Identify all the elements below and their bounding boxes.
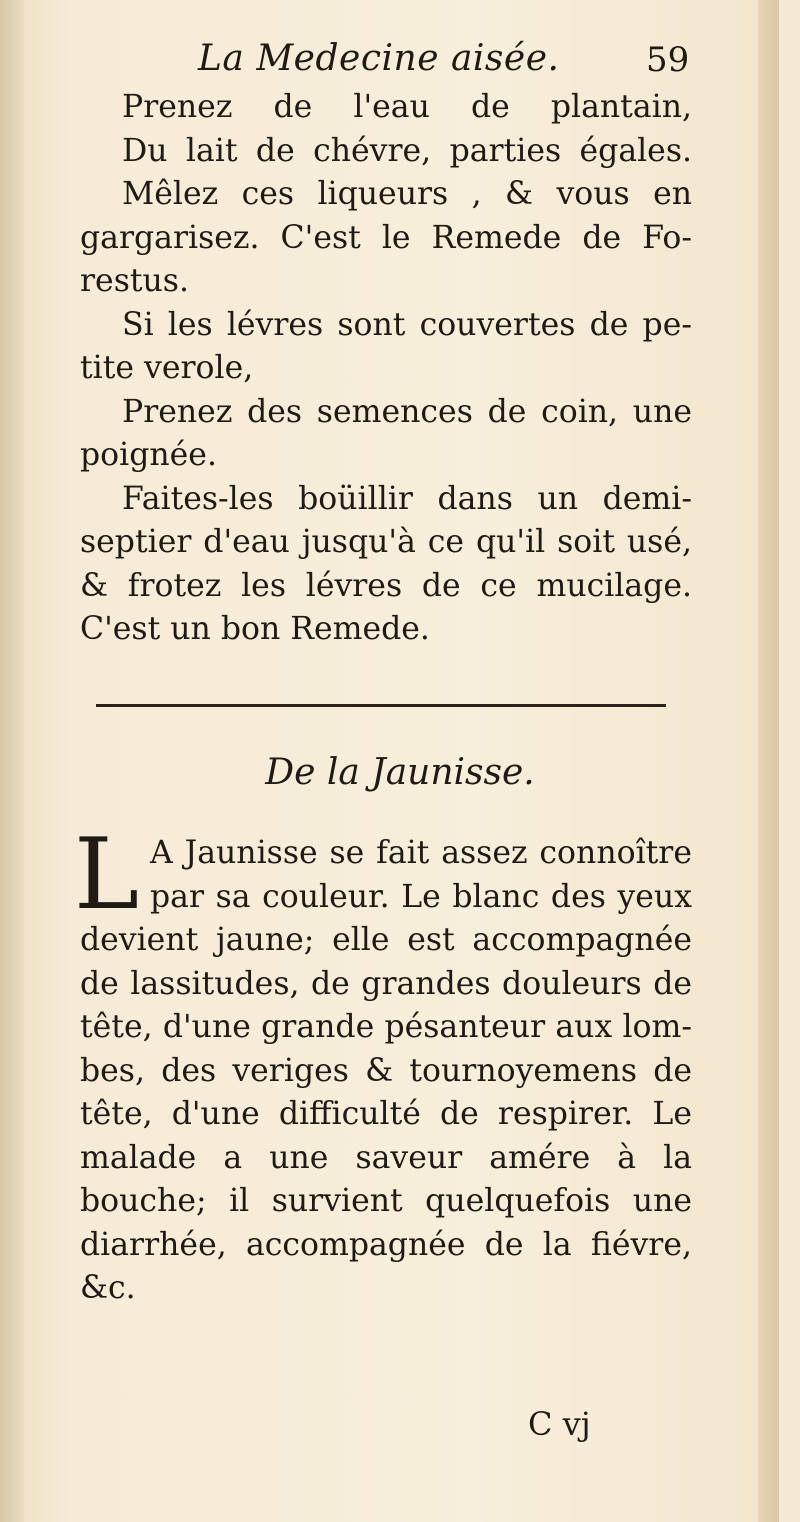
text-line: Prenez des semences de coin, une — [122, 393, 692, 430]
text-line: Mêlez ces liqueurs , & vous en — [122, 176, 692, 212]
text-line: tête, d'une difficulté de respirer. Le — [80, 1096, 692, 1132]
text-line: devient jaune; elle est accompagnée — [80, 922, 692, 958]
text-line: tête, d'une grande pésanteur aux lom- — [80, 1009, 692, 1045]
section-heading: De la Jaunisse. — [265, 752, 535, 793]
text-line: Si les lévres sont couvertes de pe- — [122, 306, 692, 343]
text-line: malade a une saveur amére à la — [80, 1139, 692, 1176]
page-number: 59 — [646, 40, 690, 80]
text-line: bouche; il survient quelquefois une — [80, 1183, 692, 1219]
text-line: C'est un bon Remede. — [80, 611, 430, 647]
text-line: tite verole, — [80, 350, 254, 386]
section-divider — [96, 704, 666, 707]
signature-mark: C vj — [528, 1405, 591, 1443]
text-line: gargarisez. C'est le Remede de Fo- — [80, 219, 692, 256]
running-title: La Medecine aisée. — [198, 38, 560, 79]
text-line: &c. — [80, 1270, 136, 1306]
text-line: par sa couleur. Le blanc des yeux — [150, 878, 692, 915]
text-line: A Jaunisse se fait assez connoître — [150, 835, 692, 871]
text-line: Faites-les boüillir dans un demi- — [122, 480, 692, 517]
jaunisse-text-block — [80, 832, 692, 1311]
text-line: diarrhée, accompagnée de la fiévre, — [80, 1226, 692, 1263]
text-line: poignée. — [80, 437, 217, 473]
text-line: de lassitudes, de grandes douleurs de — [80, 965, 692, 1002]
remedy-text-block — [80, 86, 692, 652]
text-line: septier d'eau jusqu'à ce qu'il soit usé, — [80, 524, 692, 560]
text-line: Prenez de l'eau de plantain, — [122, 89, 692, 125]
drop-cap: L — [74, 818, 140, 932]
text-line: bes, des veriges & tournoyemens de — [80, 1052, 692, 1089]
text-line: restus. — [80, 263, 189, 299]
text-line: Du lait de chévre, parties égales. — [122, 132, 692, 169]
text-line: & frotez les lévres de ce mucilage. — [80, 567, 692, 604]
